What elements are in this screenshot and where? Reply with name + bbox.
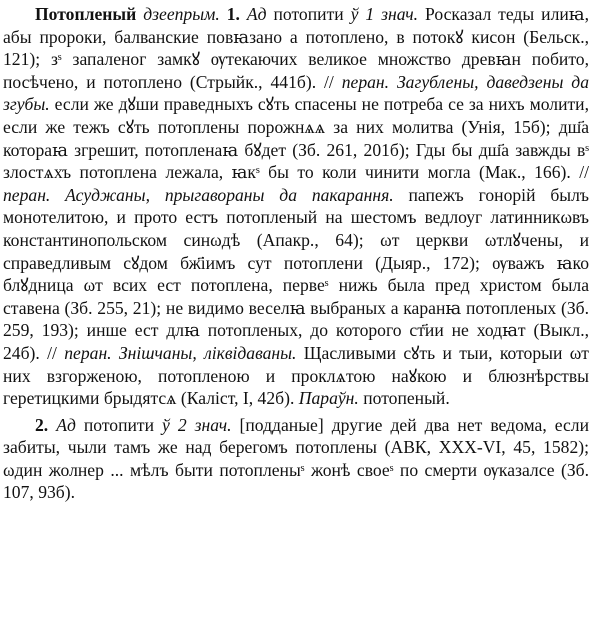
- citation-text: Щасливыми сꙋть и тыи, которыи ωт них взгорженою, потопленою и проклѧтою наꙋкою и блюзнѣрствы геретицкими брыдятсѧ (Каліст, І, 42б).: [3, 342, 589, 409]
- entry-paragraph-2: [3, 414, 589, 504]
- text-run: [240, 4, 247, 24]
- sense-number: 2.: [35, 414, 49, 435]
- text-run: потопити: [266, 4, 351, 24]
- citation-text: если же дꙋши праведныхъ сꙋть спасены не потреба се за нихъ молити, если же тежъ сꙋть потоплены порожнѧѧ за них молитва (Унія, 15б); дш҃а котораꙗ згрешит, потопленаꙗ бꙋдет (Зб. 261, 201б); Гды бы дш҃а завжды вˢ злостѧхъ потоплена лежала, ꙗкˢ бы то коли чинити могла (Мак., 166). //: [3, 94, 589, 183]
- headword: Потопленый: [35, 4, 137, 24]
- meaning-reference: ў 2 знач.: [162, 414, 232, 435]
- figurative-definition: перан. Загублены, даведзены да згубы.: [3, 71, 589, 115]
- cross-reference: потопеный.: [358, 388, 450, 409]
- derivation-label: Ад: [56, 414, 76, 435]
- entry-paragraph-1: [3, 3, 589, 410]
- meaning-reference: ў 1 знач.: [350, 4, 419, 24]
- compare-label: Параўн.: [298, 388, 359, 409]
- text-run: потопити: [75, 414, 163, 435]
- citation-text: Росказал теды илиꙗ, абы пророки, балванские повꙗзано а потоплено, в потокꙋ кисон (Бельск., 121); зˢ запаленог замкꙋ ѹтекаючих великое множство древꙗн побито, посѣчено, и потоплено (Стрыйк., 441б). //: [3, 4, 589, 92]
- figurative-definition: перан. Знішчаны, ліквідаваны.: [64, 342, 297, 363]
- citation-text: [подданые] другие дей два нет ведома, если забиты, чыли тамъ же над берегомъ потоплены (АВК, XXX-VI, 45, 1582); ωдин жолнер ... мѣлъ быти потопленыˢ жонѣ своеˢ по смерти ѹказалсе (Зб. 107, 93б).: [3, 414, 589, 503]
- text-run: [48, 415, 56, 435]
- derivation-label: Ад: [246, 4, 267, 24]
- sense-number: 1.: [226, 4, 240, 24]
- dictionary-page: [3, 3, 589, 625]
- citation-text: папежъ гонорій былъ монотелитою, и прото естъ потопленый на шестомъ ведлоуг латинникωвъ константинопольском синωдѣ (Апакр., 64); ωт церкви ωтлꙋчены, и справедливым сꙋдом бж҃іимъ сут потоплени (Дыяр., 172); ѹважъ ꙗко блꙋдница ωт всих ест потоплена, первеˢ нижь была пред христом была ставена (Зб. 255, 21); не видимо веселꙗ выбраных а каранꙗ потопленых (Зб. 259, 193); инше ест длꙗ потопленых, до которого ст҃ии не ходꙗт (Выкл., 24б). //: [3, 184, 589, 363]
- figurative-definition: перан. Асуджаны, прыгавораны да пакарання.: [3, 184, 394, 205]
- text-run: [220, 4, 227, 24]
- grammar-label: дзеепрым.: [143, 4, 220, 24]
